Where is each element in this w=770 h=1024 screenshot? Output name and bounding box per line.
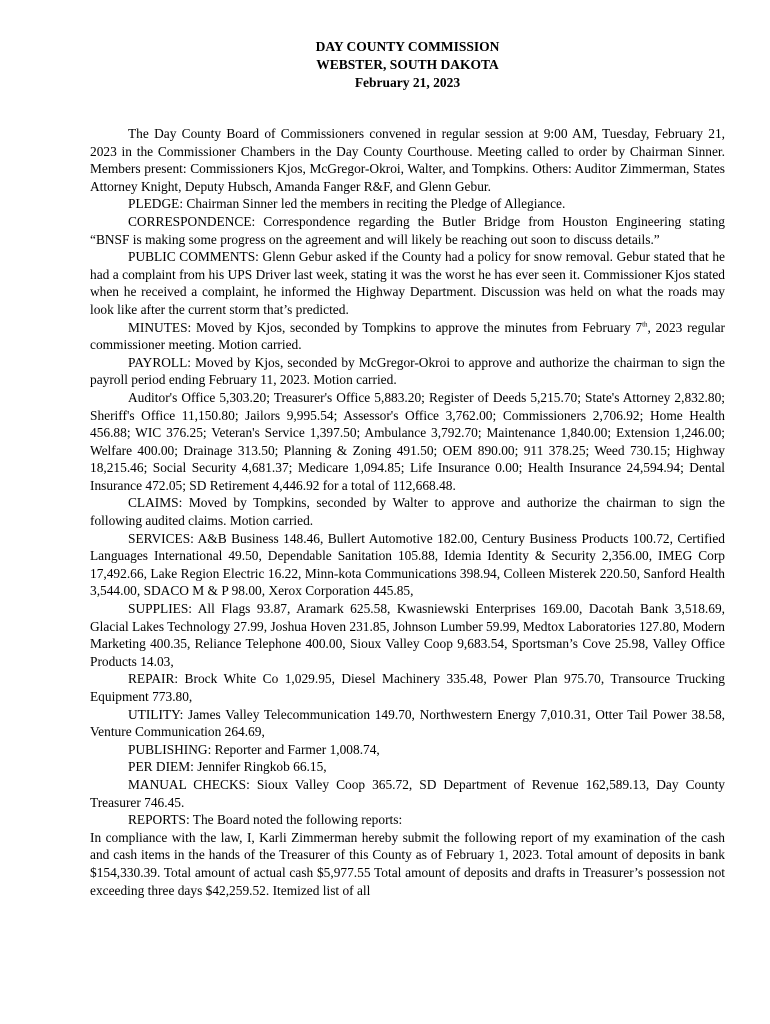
public-comments-paragraph: PUBLIC COMMENTS: Glenn Gebur asked if the County had a policy for snow removal. Gebur stated that he had a complaint from his UPS Driver last week, stating it was the worst he has ever seen it. Commissioner Kjos stated when he received a complaint, he informed the Highway Department. Discussion was held on what the roads may look like after the current storm that’s predicted. [90, 249, 725, 317]
supplies-paragraph: SUPPLIES: All Flags 93.87, Aramark 625.58, Kwasniewski Enterprises 169.00, Dacotah Bank 3,518.69, Glacial Lakes Technology 27.99, Joshua Hoven 231.85, Johnson Lumber 59.99, Medtox Laboratories 127.80, Modern Marketing 400.35, Reliance Telephone 400.00, Sioux Valley Coop 9,683.54, Sportsman’s Cove 25.98, Valley Office Products 14.03, [90, 601, 725, 669]
minutes-text-start: MINUTES: Moved by Kjos, seconded by Tompkins to approve the minutes from February 7 [128, 319, 643, 335]
correspondence-paragraph: CORRESPONDENCE: Correspondence regarding the Butler Bridge from Houston Engineering stating “BNSF is making some progress on the agreement and will likely be reaching out soon to discuss details.” [90, 213, 725, 247]
document-page [90, 38, 725, 899]
minutes-ordinal-suffix: th [642, 320, 648, 329]
payroll-paragraph: PAYROLL: Moved by Kjos, seconded by McGregor-Okroi to approve and authorize the chairman to sign the payroll period ending February 11, 2023. Motion carried. [90, 354, 725, 388]
minutes-text-end: , 2023 regular commissioner meeting. Motion carried. [90, 319, 725, 353]
header-title: DAY COUNTY COMMISSION [315, 39, 500, 54]
minutes-paragraph [90, 319, 725, 354]
services-paragraph: SERVICES: A&B Business 148.46, Bullert Automotive 182.00, Century Business Products 100.72, Certified Languages International 49.50, Dependable Sanitation 105.88, Idemia Identity & Security 2,356.00, IMEG Corp 17,492.66, Lake Region Electric 16.22, Minn-kota Communications 398.94, Colleen Misterek 220.50, Sanford Health 3,544.00, SDACO M & P 98.00, Xerox Corporation 445.85, [90, 530, 725, 599]
intro-paragraph: The Day County Board of Commissioners convened in regular session at 9:00 AM, Tuesday, February 21, 2023 in the Commissioner Chambers in the Day County Courthouse. Meeting called to order by Chairman Sinner. Members present: Commissioners Kjos, McGregor-Okroi, Walter, and Tompkins. Others: Auditor Zimmerman, States Attorney Knight, Deputy Hubsch, Amanda Fanger R&F, and Glenn Gebur. [90, 126, 725, 194]
document-header [90, 38, 725, 92]
claims-paragraph: CLAIMS: Moved by Tompkins, seconded by Walter to approve and authorize the chairman to sign the following audited claims. Motion carried. [90, 495, 725, 529]
payroll-breakdown-paragraph: Auditor's Office 5,303.20; Treasurer's Office 5,883.20; Register of Deeds 5,215.70; State's Attorney 2,832.80; Sheriff's Office 11,150.80; Jailors 9,995.54; Assessor's Office 3,762.00; Commissioners 2,706.92; Home Health 456.88; WIC 376.25; Veteran's Service 1,397.50; Ambulance 3,792.70; Maintenance 1,840.00; Extension 1,246.00; Welfare 400.00; Drainage 313.50; Planning & Zoning 491.50; OEM 890.00; 911 378.25; Weed 730.15; Highway 18,215.46; Social Security 4,681.37; Medicare 1,094.85; Life Insurance 0.00; Health Insurance 24,594.94; Dental Insurance 472.05; SD Retirement 4,446.92 for a total of 112,668.48. [90, 389, 725, 493]
per-diem-paragraph: PER DIEM: Jennifer Ringkob 66.15, [128, 759, 327, 775]
reports-paragraph: REPORTS: The Board noted the following reports: [128, 812, 403, 828]
utility-paragraph: UTILITY: James Valley Telecommunication 149.70, Northwestern Energy 7,010.31, Otter Tail Power 38.58, Venture Communication 264.69, [90, 706, 725, 740]
treasurer-report-paragraph: In compliance with the law, I, Karli Zimmerman hereby submit the following report of my examination of the cash and cash items in the hands of the Treasurer of this County as of February 1, 2023. Total amount of deposits in bank $154,330.39. Total amount of actual cash $5,977.55 Total amount of deposits and drafts in Treasurer’s possession not exceeding three days $42,259.52. Itemized list of all [90, 829, 725, 898]
header-location: WEBSTER, SOUTH DAKOTA [316, 57, 499, 72]
pledge-paragraph: PLEDGE: Chairman Sinner led the members in reciting the Pledge of Allegiance. [128, 196, 566, 212]
document-body [90, 125, 725, 899]
publishing-paragraph: PUBLISHING: Reporter and Farmer 1,008.74, [128, 741, 380, 757]
manual-checks-paragraph: MANUAL CHECKS: Sioux Valley Coop 365.72, SD Department of Revenue 162,589.13, Day County Treasurer 746.45. [90, 776, 725, 810]
header-date: February 21, 2023 [354, 75, 461, 90]
repair-paragraph: REPAIR: Brock White Co 1,029.95, Diesel Machinery 335.48, Power Plan 975.70, Transource Trucking Equipment 773.80, [90, 671, 725, 704]
